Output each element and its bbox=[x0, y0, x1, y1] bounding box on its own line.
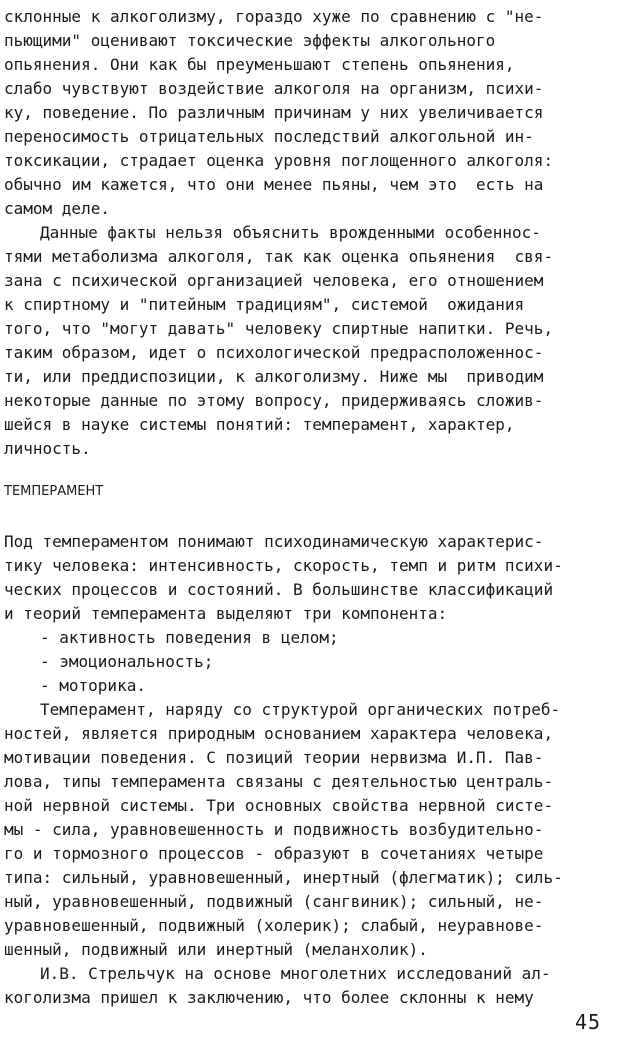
text-line: Под темпераментом понимают психодинамическую характерис- bbox=[4, 532, 544, 551]
text-line: тями метаболизма алкоголя, так как оценка опьянения свя- bbox=[4, 247, 554, 266]
text-line: ной нервной системы. Три основных свойства нервной систе- bbox=[4, 796, 554, 815]
list-item: - моторика. bbox=[40, 676, 146, 695]
text-line: и теорий темперамента выделяют три компонента: bbox=[4, 604, 448, 623]
text-line: уравновешенный, подвижный (холерик); слабый, неуравнове- bbox=[4, 916, 544, 935]
text-line: опьянения. Они как бы преуменьшают степень опьянения, bbox=[4, 55, 515, 74]
text-line: к спиртному и "питейным традициям", системой ожидания bbox=[4, 295, 525, 314]
text-line: таким образом, идет о психологической предрасположеннос- bbox=[4, 343, 544, 362]
text-line: ческих процессов и состояний. В большинстве классификаций bbox=[4, 580, 554, 599]
text-line: го и тормозного процессов - образуют в сочетаниях четыре bbox=[4, 844, 544, 863]
text-line: ный, уравновешенный, подвижный (сангвиник); сильный, не- bbox=[4, 892, 544, 911]
text-line: ностей, является природным основанием характера человека, bbox=[4, 724, 554, 743]
text-line: мотивации поведения. С позиций теории нервизма И.П. Пав- bbox=[4, 748, 544, 767]
text-line: пьющими" оценивают токсические эффекты алкогольного bbox=[4, 31, 496, 50]
text-line: ти, или преддиспозиции, к алкоголизму. Ниже мы приводим bbox=[4, 367, 544, 386]
text-line: личность. bbox=[4, 439, 91, 458]
text-line: типа: сильный, уравновешенный, инертный (флегматик); силь- bbox=[4, 868, 563, 887]
text-line: переносимость отрицательных последствий алкогольной ин- bbox=[4, 127, 534, 146]
text-line: обычно им кажется, что они менее пьяны, чем это есть на bbox=[4, 175, 544, 194]
list-item: - активность поведения в целом; bbox=[40, 628, 339, 647]
paragraph-first-line: Темперамент, наряду со структурой органических потреб- bbox=[40, 700, 561, 719]
text-line: некоторые данные по этому вопросу, придерживаясь сложив- bbox=[4, 391, 544, 410]
paragraph-first-line: Данные факты нельзя объяснить врожденными особеннос- bbox=[40, 223, 541, 242]
text-line: коголизма пришел к заключению, что более склонны к нему bbox=[4, 988, 534, 1007]
text-line: тику человека: интенсивность, скорость, темп и ритм психи- bbox=[4, 556, 563, 575]
text-line: шенный, подвижный или инертный (меланхолик). bbox=[4, 940, 428, 959]
section-heading: ТЕМПЕРАМЕНТ bbox=[4, 484, 104, 499]
text-line: склонные к алкоголизму, гораздо хуже по сравнению с "не- bbox=[4, 7, 544, 26]
text-line: шейся в науке системы понятий: темперамент, характер, bbox=[4, 415, 515, 434]
text-line: мы - сила, уравновешенность и подвижность возбудительно- bbox=[4, 820, 544, 839]
text-line: того, что "могут давать" человеку спиртные напитки. Речь, bbox=[4, 319, 554, 338]
page-number: 45 bbox=[575, 1010, 602, 1034]
text-line: зана с психической организацией человека, его отношением bbox=[4, 271, 544, 290]
text-line: самом деле. bbox=[4, 199, 110, 218]
text-line: ку, поведение. По различным причинам у них увеличивается bbox=[4, 103, 544, 122]
paragraph-first-line: И.В. Стрельчук на основе многолетних исследований ал- bbox=[40, 964, 551, 983]
text-line: токсикации, страдает оценка уровня поглощенного алкоголя: bbox=[4, 151, 554, 170]
text-line: лова, типы темперамента связаны с деятельностью централь- bbox=[4, 772, 554, 791]
text-line: слабо чувствуют воздействие алкоголя на организм, психи- bbox=[4, 79, 544, 98]
list-item: - эмоциональность; bbox=[40, 652, 214, 671]
